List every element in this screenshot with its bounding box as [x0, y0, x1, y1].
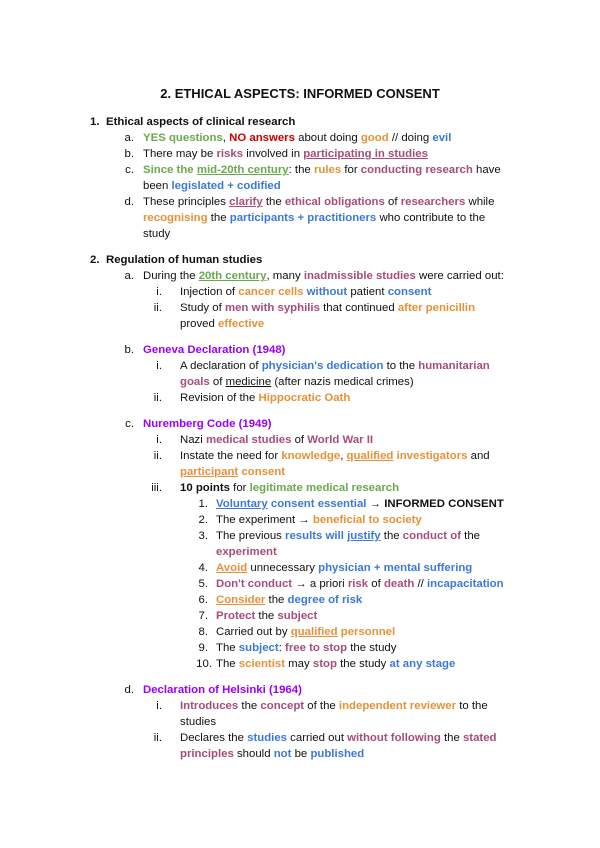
- text-run: The experiment →: [216, 514, 313, 526]
- point-4: [216, 560, 472, 576]
- text-run: of: [291, 434, 308, 446]
- text-run: Geneva Declaration (1948): [143, 344, 286, 356]
- text-run: INFORMED CONSENT: [384, 498, 504, 510]
- marker-2a-i: i.: [156, 286, 162, 298]
- point-6: [216, 592, 362, 608]
- text-run: be: [291, 748, 311, 760]
- section-1-number: 1.: [90, 116, 100, 128]
- text-run: ,: [340, 450, 347, 462]
- text-run: // doing: [388, 132, 433, 144]
- text-run: unnecessary: [247, 562, 319, 574]
- marker-2b: b.: [124, 344, 134, 356]
- text-run: legislated + codified: [171, 180, 281, 192]
- text-run: Nuremberg Code (1949): [143, 418, 272, 430]
- text-run: Hippocratic Oath: [258, 392, 351, 404]
- text-run: the: [207, 212, 230, 224]
- point-3-line-2: [216, 544, 277, 560]
- point-8-number: 8.: [198, 626, 208, 638]
- text-run: experiment: [216, 546, 277, 558]
- text-run: should: [233, 748, 274, 760]
- text-run: the study: [336, 658, 390, 670]
- marker-2b-ii: ii.: [153, 392, 162, 404]
- text-run: participant: [180, 466, 239, 478]
- text-run: physician + mental suffering: [318, 562, 473, 574]
- text-run: the: [262, 196, 285, 208]
- text-run: been: [143, 180, 172, 192]
- text-run: risk: [347, 578, 369, 590]
- text-run: study: [143, 228, 171, 240]
- line-2d: [143, 682, 302, 698]
- line-1d-3: [143, 226, 170, 242]
- text-run: without: [306, 286, 348, 298]
- line-2d-ii-2: [180, 746, 364, 762]
- text-run: During the: [143, 270, 199, 282]
- text-run: principles: [180, 748, 234, 760]
- text-run: Avoid: [216, 562, 248, 574]
- line-2b-i-2: [180, 374, 414, 390]
- text-run: :: [278, 642, 286, 654]
- point-9: [216, 640, 396, 656]
- line-2b-ii: [180, 390, 350, 406]
- marker-2c-i: i.: [156, 434, 162, 446]
- line-1c-1: [143, 162, 501, 178]
- text-run: to the: [383, 360, 419, 372]
- text-run: were carried out:: [415, 270, 504, 282]
- point-5: [216, 576, 504, 592]
- point-7-number: 7.: [198, 610, 208, 622]
- section-2-heading: Regulation of human studies: [106, 254, 263, 266]
- line-2b: [143, 342, 285, 358]
- marker-2c-ii: ii.: [153, 450, 162, 462]
- text-run: rules: [313, 164, 342, 176]
- text-run: Injection of: [180, 286, 239, 298]
- point-9-number: 9.: [198, 642, 208, 654]
- text-run: The: [216, 642, 239, 654]
- text-run: YES questions: [143, 132, 223, 144]
- point-3-number: 3.: [198, 530, 208, 542]
- line-2d-i-1: [180, 698, 488, 714]
- text-run: to the: [456, 700, 488, 712]
- text-run: //: [414, 578, 427, 590]
- text-run: Since the: [143, 164, 197, 176]
- text-run: Declares the: [180, 732, 248, 744]
- point-1-number: 1.: [198, 498, 208, 510]
- text-run: effective: [218, 318, 265, 330]
- line-1d-1: [143, 194, 494, 210]
- point-1: [216, 496, 504, 512]
- text-run: and: [467, 450, 490, 462]
- text-run: free to stop: [285, 642, 348, 654]
- line-2c-i: [180, 432, 373, 448]
- marker-2d-i: i.: [156, 700, 162, 712]
- text-run: of: [209, 376, 226, 388]
- line-2d-i-2: [180, 714, 216, 730]
- text-run: medical studies: [205, 434, 292, 446]
- line-2c-iii: [180, 480, 399, 496]
- marker-2c: c.: [125, 418, 134, 430]
- text-run: cancer cells: [238, 286, 304, 298]
- text-run: Don't conduct: [216, 578, 293, 590]
- section-2-number: 2.: [90, 254, 100, 266]
- text-run: inadmissible studies: [303, 270, 416, 282]
- point-6-number: 6.: [198, 594, 208, 606]
- text-run: A declaration of: [180, 360, 262, 372]
- point-5-number: 5.: [198, 578, 208, 590]
- text-run: death: [383, 578, 415, 590]
- marker-1c: c.: [125, 164, 134, 176]
- text-run: World War II: [307, 434, 374, 446]
- text-run: proved: [180, 318, 218, 330]
- text-run: the: [238, 700, 261, 712]
- text-run: Instate the need for: [180, 450, 282, 462]
- text-run: beneficial to society: [312, 514, 422, 526]
- text-run: The: [216, 658, 239, 670]
- text-run: while: [465, 196, 495, 208]
- text-run: participants + practitioners: [229, 212, 377, 224]
- line-1a: [143, 130, 451, 146]
- text-run: the study: [347, 642, 397, 654]
- line-1d-2: [143, 210, 485, 226]
- line-1c-2: [143, 178, 281, 194]
- text-run: 20th century: [198, 270, 267, 282]
- text-run: These principles: [143, 196, 230, 208]
- text-run: NO answers: [229, 132, 295, 144]
- text-run: Revision of the: [180, 392, 259, 404]
- text-run: studies: [247, 732, 287, 744]
- text-run: →: [366, 498, 385, 510]
- text-run: consent essential: [270, 498, 367, 510]
- marker-2a: a.: [124, 270, 134, 282]
- text-run: the: [255, 610, 278, 622]
- text-run: scientist: [238, 658, 286, 670]
- text-run: incapacitation: [427, 578, 504, 590]
- text-run: results will: [285, 530, 344, 542]
- text-run: : the: [288, 164, 314, 176]
- text-run: clarify: [229, 196, 263, 208]
- text-run: have: [472, 164, 501, 176]
- text-run: conducting research: [360, 164, 473, 176]
- text-run: of: [368, 578, 384, 590]
- text-run: carried out: [287, 732, 348, 744]
- text-run: Declaration of Helsinki (1964): [143, 684, 302, 696]
- point-2-number: 2.: [198, 514, 208, 526]
- text-run: Nazi: [180, 434, 206, 446]
- text-run: risks: [216, 148, 244, 160]
- text-run: subject: [277, 610, 318, 622]
- text-run: Consider: [216, 594, 266, 606]
- text-run: humanitarian: [418, 360, 490, 372]
- line-1b: [143, 146, 428, 162]
- text-run: published: [310, 748, 365, 760]
- text-run: physician's dedication: [261, 360, 384, 372]
- text-run: 10 points: [180, 482, 231, 494]
- text-run: involved in: [243, 148, 304, 160]
- marker-2b-i: i.: [156, 360, 162, 372]
- text-run: subject: [238, 642, 279, 654]
- text-run: investigators: [396, 450, 468, 462]
- text-run: qualified: [346, 450, 394, 462]
- text-run: There may be: [143, 148, 217, 160]
- section-1-heading: Ethical aspects of clinical research: [106, 116, 296, 128]
- text-run: without following: [347, 732, 441, 744]
- text-run: after penicillin: [397, 302, 476, 314]
- text-run: of: [384, 196, 401, 208]
- text-run: Protect: [216, 610, 256, 622]
- text-run: → a priori: [292, 578, 348, 590]
- text-run: men with syphilis: [224, 302, 320, 314]
- point-8: [216, 624, 395, 640]
- line-2c-ii-1: [180, 448, 490, 464]
- marker-2d-ii: ii.: [153, 732, 162, 744]
- text-run: the: [380, 530, 403, 542]
- marker-1b: b.: [124, 148, 134, 160]
- text-run: studies: [180, 716, 217, 728]
- text-run: patient: [347, 286, 388, 298]
- marker-2d: d.: [124, 684, 134, 696]
- text-run: stated: [462, 732, 497, 744]
- text-run: independent reviewer: [338, 700, 457, 712]
- text-run: Carried out by: [216, 626, 291, 638]
- text-run: , many: [266, 270, 304, 282]
- line-2a-i: [180, 284, 431, 300]
- point-7: [216, 608, 317, 624]
- text-run: that continued: [319, 302, 398, 314]
- point-2: [216, 512, 422, 528]
- text-run: goals: [180, 376, 210, 388]
- line-2a-ii-2: [180, 316, 264, 332]
- point-4-number: 4.: [198, 562, 208, 574]
- text-run: Introduces: [180, 700, 239, 712]
- text-run: Voluntary: [216, 498, 268, 510]
- text-run: at any stage: [389, 658, 456, 670]
- line-2b-i-1: [180, 358, 490, 374]
- text-run: qualified: [290, 626, 338, 638]
- line-2c: [143, 416, 272, 432]
- text-run: legitimate medical research: [249, 482, 400, 494]
- marker-1a: a.: [124, 132, 134, 144]
- text-run: participating in studies: [303, 148, 428, 160]
- text-run: stop: [312, 658, 337, 670]
- text-run: knowledge: [281, 450, 341, 462]
- text-run: consent: [387, 286, 432, 298]
- text-run: medicine: [225, 376, 272, 388]
- text-run: consent: [241, 466, 286, 478]
- text-run: conduct of: [402, 530, 461, 542]
- text-run: mid-20th century: [196, 164, 289, 176]
- text-run: justify: [347, 530, 381, 542]
- line-2d-ii-1: [180, 730, 497, 746]
- text-run: about doing: [294, 132, 361, 144]
- page-title: 2. ETHICAL ASPECTS: INFORMED CONSENT: [160, 86, 440, 101]
- text-run: degree of risk: [287, 594, 363, 606]
- text-run: evil: [432, 132, 452, 144]
- text-run: ,: [222, 132, 230, 144]
- text-run: for: [230, 482, 250, 494]
- point-3-line-1: [216, 528, 480, 544]
- text-run: recognising: [143, 212, 208, 224]
- marker-1d: d.: [124, 196, 134, 208]
- marker-2c-iii: iii.: [151, 482, 162, 494]
- text-run: researchers: [400, 196, 466, 208]
- text-run: may: [285, 658, 313, 670]
- text-run: personnel: [340, 626, 396, 638]
- line-2a-ii-1: [180, 300, 475, 316]
- text-run: the: [461, 530, 480, 542]
- line-2a: [143, 268, 504, 284]
- text-run: Study of: [180, 302, 225, 314]
- text-run: (after nazis medical crimes): [271, 376, 414, 388]
- text-run: good: [360, 132, 389, 144]
- point-10-number: 10.: [196, 658, 212, 670]
- text-run: The previous: [216, 530, 286, 542]
- text-run: for: [341, 164, 361, 176]
- text-run: who contribute to the: [376, 212, 486, 224]
- line-2c-ii-2: [180, 464, 285, 480]
- text-run: concept: [260, 700, 305, 712]
- point-10: [216, 656, 455, 672]
- text-run: of the: [304, 700, 339, 712]
- text-run: not: [273, 748, 292, 760]
- marker-2a-ii: ii.: [153, 302, 162, 314]
- text-run: the: [265, 594, 288, 606]
- text-run: ethical obligations: [284, 196, 385, 208]
- text-run: the: [440, 732, 463, 744]
